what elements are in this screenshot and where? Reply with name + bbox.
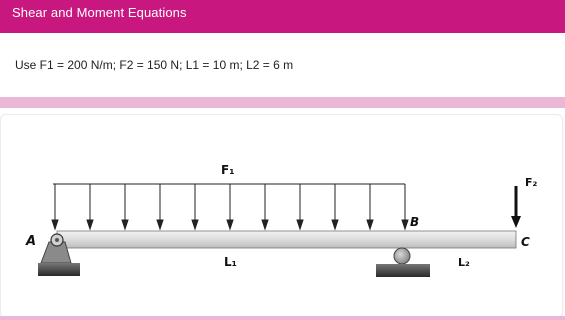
label-l2: L₂ <box>458 256 470 269</box>
distributed-load-arrows <box>52 184 408 229</box>
point-load-f2 <box>511 186 521 228</box>
load-arrow <box>367 184 373 229</box>
roller-support-b <box>376 248 430 277</box>
load-arrow <box>87 184 93 229</box>
problem-given-text: Use F1 = 200 N/m; F2 = 150 N; L1 = 10 m; L2 = 6 m <box>15 58 294 72</box>
load-arrow <box>192 184 198 229</box>
beam <box>57 231 516 248</box>
load-arrow <box>157 184 163 229</box>
label-a: A <box>26 234 37 249</box>
page-title: Shear and Moment Equations <box>12 5 187 20</box>
load-arrow <box>402 184 408 229</box>
load-arrow <box>227 184 233 229</box>
load-arrow <box>262 184 268 229</box>
label-f1: F₁ <box>221 163 235 177</box>
load-arrow <box>332 184 338 229</box>
load-arrow <box>52 184 58 229</box>
label-f2: F₂ <box>525 176 538 189</box>
load-arrow <box>297 184 303 229</box>
label-b: B <box>410 215 420 229</box>
label-l1: L₁ <box>224 255 237 269</box>
load-arrow <box>122 184 128 229</box>
label-c: C <box>521 235 530 249</box>
